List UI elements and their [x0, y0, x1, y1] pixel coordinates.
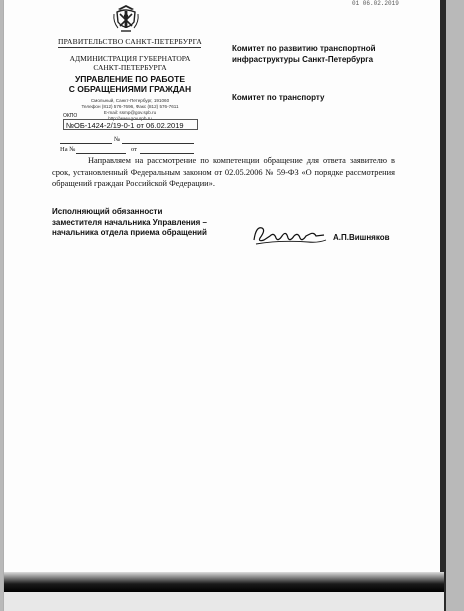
sender-department [50, 74, 210, 94]
scan-edge-right [440, 0, 446, 611]
letter-body: Направляем на рассмотрение по компетенции обращение для ответа заявителю в срок, установленный Федеральным законом от 02.05.2006 № 59-ФЗ «О порядке рассмотрения обращений граждан Российской Федерации». [52, 156, 395, 188]
recipient-transport-infrastructure [232, 43, 376, 65]
sender-administration [50, 54, 210, 72]
ref-line2-from: от [131, 146, 138, 153]
scan-margin-bottom [4, 592, 444, 611]
recipient-transport-committee [232, 92, 324, 103]
contact-phone: Телефон (812) 576-7696, Факс (812) 576-7611 [81, 104, 179, 109]
recipient-1-line2: инфраструктуры Санкт-Петербурга [232, 55, 374, 64]
okpo-label: ОКПО [63, 113, 78, 119]
handwritten-signature [250, 218, 330, 252]
signatory-title-line1: Исполняющий обязанности [52, 207, 163, 216]
contact-email: E-mail: ssmp@gov.spb.ru [103, 110, 157, 115]
ref-line2-blank-b [140, 153, 194, 154]
ref-line1-blank-a [60, 143, 112, 144]
administration-line1: АДМИНИСТРАЦИЯ ГУБЕРНАТОРА [69, 54, 191, 63]
signatory-title [52, 207, 237, 239]
registration-number: №ОБ-1424-2/19-0-1 от 06.02.2019 [63, 119, 198, 130]
signatory-title-line3: начальника отдела приема обращений [52, 228, 207, 237]
contact-website: http://www.gov.spb.ru [108, 116, 152, 121]
department-line2: С ОБРАЩЕНИЯМИ ГРАЖДАН [68, 84, 192, 94]
signatory-name: А.П.Вишняков [333, 233, 390, 242]
coat-of-arms-emblem [112, 4, 140, 34]
department-line1: УПРАВЛЕНИЕ ПО РАБОТЕ [74, 74, 186, 84]
recipient-2-line1: Комитет по транспорту [232, 93, 325, 102]
ref-line1-blank-b [122, 143, 194, 144]
administration-line2: САНКТ-ПЕТЕРБУРГА [93, 63, 167, 72]
ref-line2-prefix: На № [60, 146, 76, 153]
sender-government: ПРАВИТЕЛЬСТВО САНКТ-ПЕТЕРБУРГА [58, 37, 202, 46]
header-rule [58, 47, 201, 48]
scan-edge-bottom [4, 572, 444, 592]
ref-line1-number-sign: № [114, 136, 121, 143]
recipient-1-line1: Комитет по развитию транспортной [232, 44, 376, 53]
top-stamp-text: 01 06.02.2019 [352, 0, 399, 7]
signatory-title-line2: заместителя начальника Управления – [52, 217, 207, 227]
contact-address: Смольный, Санкт-Петербург, 191060 [90, 98, 170, 103]
ref-line2-blank-a [76, 153, 126, 154]
